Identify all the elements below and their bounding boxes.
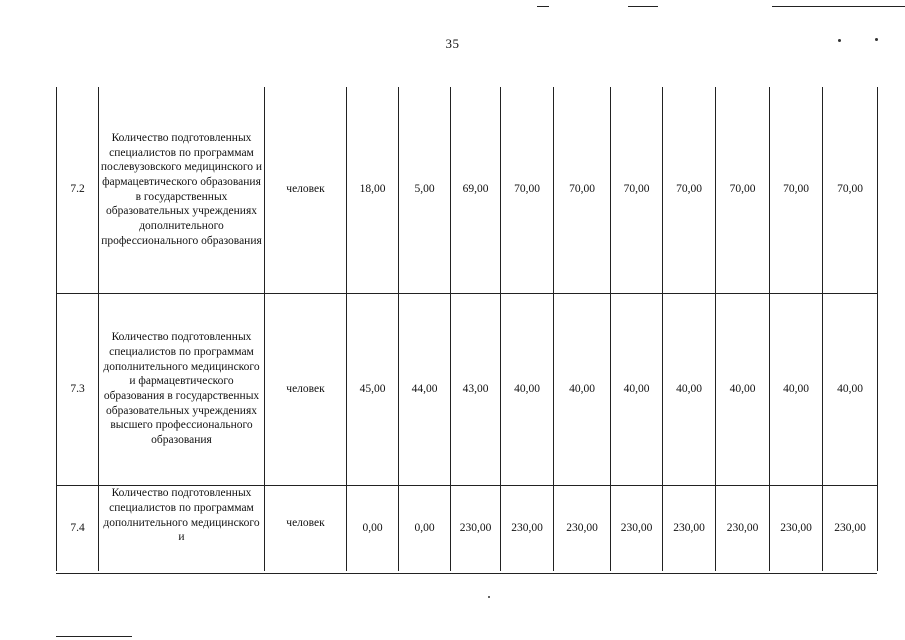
footnote-rule — [56, 636, 132, 637]
value-cell: 44,00 — [399, 293, 451, 485]
table-row — [57, 485, 878, 571]
value-cell: 40,00 — [611, 293, 663, 485]
page-number: 35 — [445, 36, 460, 51]
scan-mark — [772, 6, 905, 7]
indicator-name-text: Количество подготовленных специалистов по программам дополнительного медицинского и — [103, 487, 260, 544]
value-cell: 70,00 — [501, 87, 554, 293]
table-row — [57, 87, 878, 293]
value-cell: 70,00 — [770, 87, 823, 293]
value-cell: 0,00 — [347, 485, 399, 571]
value-cell: 45,00 — [347, 293, 399, 485]
indicator-name-text: Количество подготовленных специалистов по программам послевузовского медицинского и фармацевтического образования в государственных образовательных учреждениях дополнительного профессионального образования — [100, 131, 263, 247]
value-cell: 40,00 — [770, 293, 823, 485]
unit-cell: человек — [265, 87, 347, 293]
scan-mark — [628, 6, 658, 7]
table-cut-line — [56, 573, 877, 574]
row-number: 7.3 — [57, 293, 99, 485]
value-cell: 230,00 — [451, 485, 501, 571]
value-cell: 40,00 — [554, 293, 611, 485]
value-cell: 230,00 — [611, 485, 663, 571]
value-cell: 230,00 — [663, 485, 716, 571]
indicator-name — [99, 293, 265, 485]
value-cell: 69,00 — [451, 87, 501, 293]
value-cell: 230,00 — [501, 485, 554, 571]
table-row — [57, 293, 878, 485]
value-cell: 43,00 — [451, 293, 501, 485]
value-cell: 70,00 — [554, 87, 611, 293]
value-cell: 230,00 — [716, 485, 770, 571]
value-cell: 70,00 — [611, 87, 663, 293]
indicator-table — [56, 87, 878, 571]
value-cell: 40,00 — [823, 293, 878, 485]
value-cell: 70,00 — [823, 87, 878, 293]
value-cell: 5,00 — [399, 87, 451, 293]
unit-cell: человек — [265, 485, 347, 571]
row-number: 7.4 — [57, 485, 99, 571]
indicator-name-clip — [99, 486, 264, 570]
value-cell: 40,00 — [716, 293, 770, 485]
value-cell: 18,00 — [347, 87, 399, 293]
unit-cell: человек — [265, 293, 347, 485]
value-cell: 230,00 — [770, 485, 823, 571]
indicator-name-text: Количество подготовленных специалистов по программам дополнительного медицинского и фармацевтического образования в государственных образовательных учреждениях высшего профессионального образования — [103, 331, 260, 447]
value-cell: 230,00 — [554, 485, 611, 571]
scan-dot — [488, 596, 490, 598]
value-cell: 40,00 — [501, 293, 554, 485]
value-cell: 0,00 — [399, 485, 451, 571]
scan-mark — [537, 6, 549, 7]
row-number: 7.2 — [57, 87, 99, 293]
value-cell: 70,00 — [663, 87, 716, 293]
indicator-name — [99, 485, 265, 571]
value-cell: 230,00 — [823, 485, 878, 571]
value-cell: 40,00 — [663, 293, 716, 485]
value-cell: 70,00 — [716, 87, 770, 293]
indicator-name — [99, 87, 265, 293]
